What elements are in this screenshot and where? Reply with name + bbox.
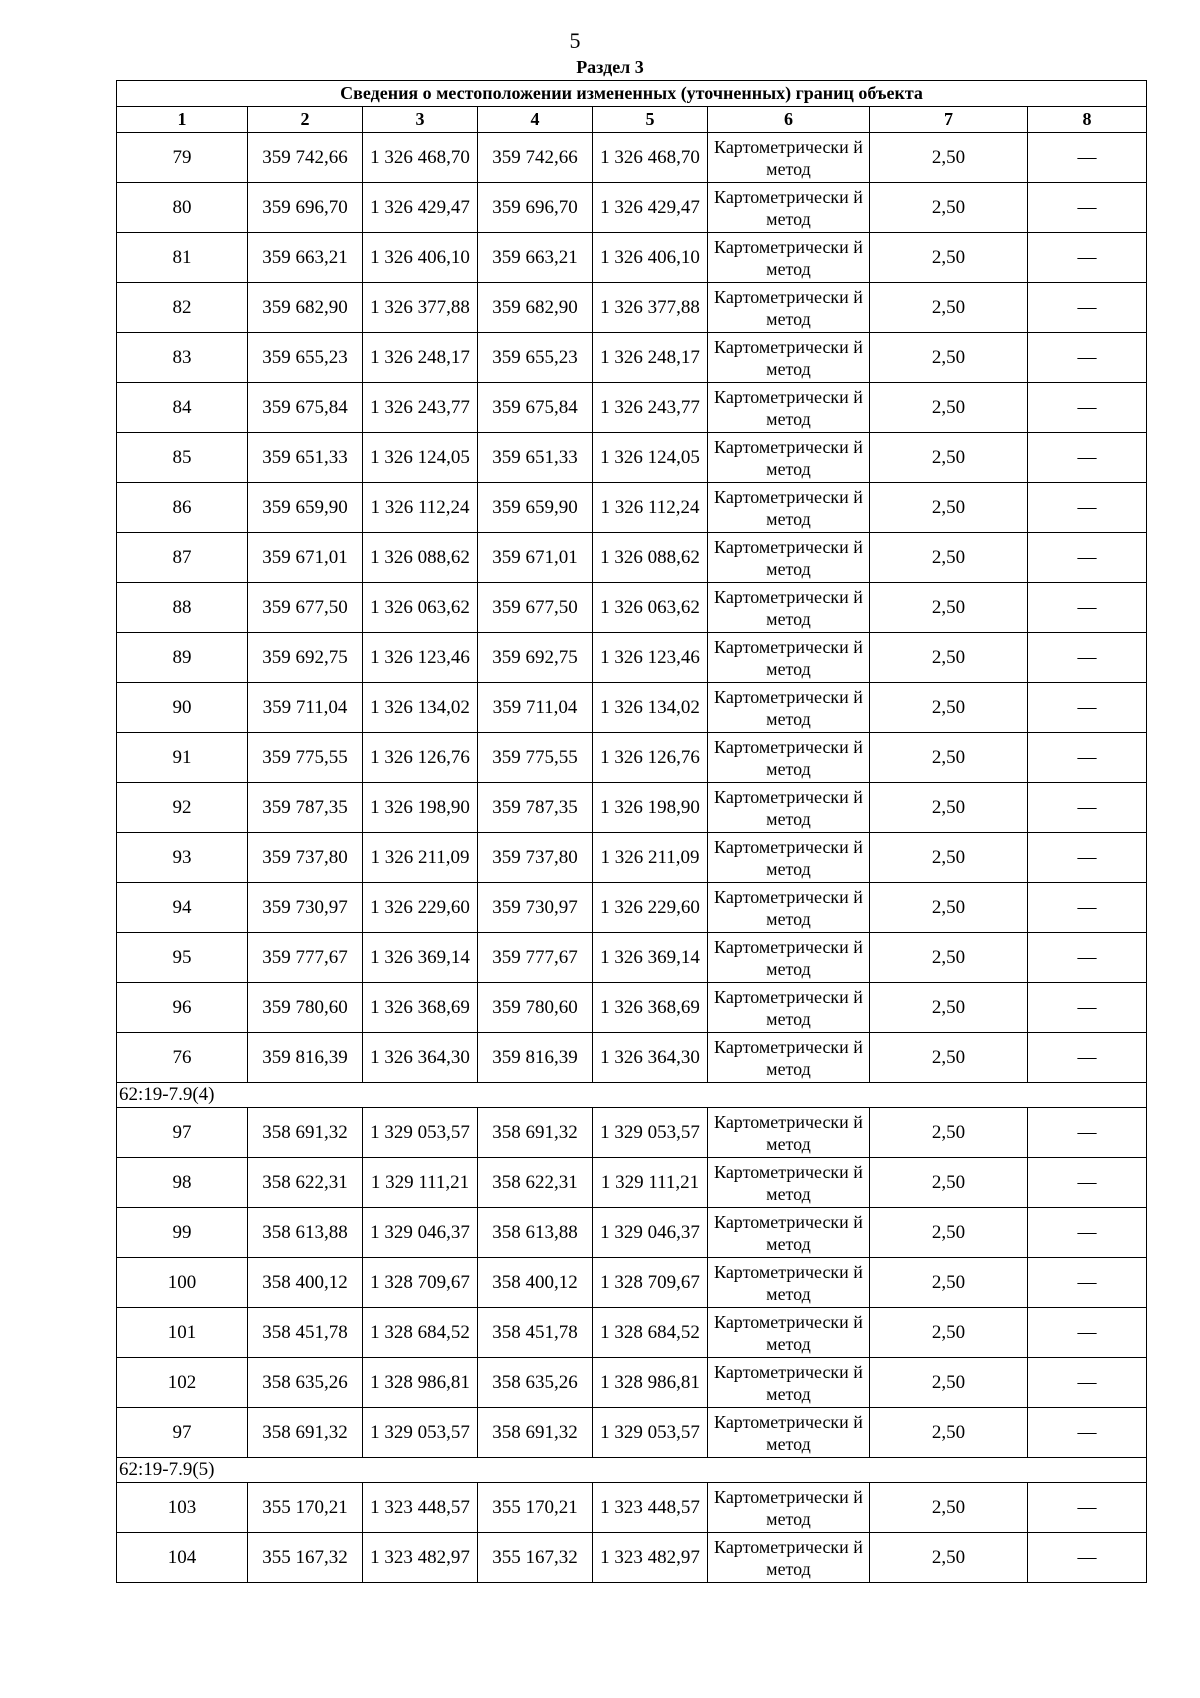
x-clarified-cell: 359 730,97: [478, 883, 593, 933]
method-cell: Картометрически й метод: [708, 783, 870, 833]
column-header: 5: [593, 107, 708, 133]
column-header: 1: [117, 107, 248, 133]
x-clarified-cell: 359 787,35: [478, 783, 593, 833]
y-coordinate-cell: 1 329 053,57: [363, 1108, 478, 1158]
y-coordinate-cell: 1 326 368,69: [363, 983, 478, 1033]
column-header: 4: [478, 107, 593, 133]
description-cell: —: [1028, 1358, 1147, 1408]
table-row: [117, 233, 1147, 283]
method-cell: Картометрически й метод: [708, 983, 870, 1033]
description-cell: —: [1028, 783, 1147, 833]
y-clarified-cell: 1 326 248,17: [593, 333, 708, 383]
x-clarified-cell: 359 659,90: [478, 483, 593, 533]
table-row: [117, 283, 1147, 333]
y-clarified-cell: 1 326 126,76: [593, 733, 708, 783]
y-coordinate-cell: 1 326 369,14: [363, 933, 478, 983]
y-clarified-cell: 1 326 364,30: [593, 1033, 708, 1083]
x-coordinate-cell: 359 663,21: [248, 233, 363, 283]
x-clarified-cell: 358 691,32: [478, 1108, 593, 1158]
y-clarified-cell: 1 328 684,52: [593, 1308, 708, 1358]
method-cell: Картометрически й метод: [708, 183, 870, 233]
accuracy-cell: 2,50: [870, 333, 1028, 383]
point-number-cell: 85: [117, 433, 248, 483]
y-coordinate-cell: 1 329 046,37: [363, 1208, 478, 1258]
table-row: [117, 833, 1147, 883]
contour-group-row: [117, 1458, 1147, 1483]
x-coordinate-cell: 358 622,31: [248, 1158, 363, 1208]
y-coordinate-cell: 1 326 134,02: [363, 683, 478, 733]
description-cell: —: [1028, 483, 1147, 533]
point-number-cell: 84: [117, 383, 248, 433]
y-coordinate-cell: 1 326 088,62: [363, 533, 478, 583]
y-clarified-cell: 1 328 709,67: [593, 1258, 708, 1308]
description-cell: —: [1028, 1033, 1147, 1083]
method-cell: Картометрически й метод: [708, 933, 870, 983]
point-number-cell: 104: [117, 1533, 248, 1583]
x-coordinate-cell: 358 635,26: [248, 1358, 363, 1408]
method-cell: Картометрически й метод: [708, 683, 870, 733]
table-row: [117, 583, 1147, 633]
x-clarified-cell: 358 635,26: [478, 1358, 593, 1408]
description-cell: —: [1028, 883, 1147, 933]
accuracy-cell: 2,50: [870, 183, 1028, 233]
method-cell: Картометрически й метод: [708, 383, 870, 433]
y-coordinate-cell: 1 323 448,57: [363, 1483, 478, 1533]
description-cell: —: [1028, 733, 1147, 783]
y-clarified-cell: 1 323 482,97: [593, 1533, 708, 1583]
method-cell: Картометрически й метод: [708, 1033, 870, 1083]
x-coordinate-cell: 355 170,21: [248, 1483, 363, 1533]
x-clarified-cell: 359 816,39: [478, 1033, 593, 1083]
column-header: 3: [363, 107, 478, 133]
y-coordinate-cell: 1 326 406,10: [363, 233, 478, 283]
method-cell: Картометрически й метод: [708, 1483, 870, 1533]
table-row: [117, 433, 1147, 483]
table-row: [117, 1108, 1147, 1158]
method-cell: Картометрически й метод: [708, 883, 870, 933]
method-cell: Картометрически й метод: [708, 483, 870, 533]
description-cell: —: [1028, 333, 1147, 383]
y-clarified-cell: 1 323 448,57: [593, 1483, 708, 1533]
method-cell: Картометрически й метод: [708, 1533, 870, 1583]
method-cell: Картометрически й метод: [708, 1258, 870, 1308]
y-coordinate-cell: 1 326 364,30: [363, 1033, 478, 1083]
x-coordinate-cell: 359 677,50: [248, 583, 363, 633]
y-clarified-cell: 1 329 053,57: [593, 1108, 708, 1158]
accuracy-cell: 2,50: [870, 983, 1028, 1033]
method-cell: Картометрически й метод: [708, 1208, 870, 1258]
contour-group-label: 62:19-7.9(5): [117, 1458, 1147, 1483]
table-row: [117, 383, 1147, 433]
description-cell: —: [1028, 133, 1147, 183]
point-number-cell: 95: [117, 933, 248, 983]
description-cell: —: [1028, 983, 1147, 1033]
x-clarified-cell: 359 780,60: [478, 983, 593, 1033]
description-cell: —: [1028, 283, 1147, 333]
point-number-cell: 86: [117, 483, 248, 533]
point-number-cell: 83: [117, 333, 248, 383]
table-row: [117, 683, 1147, 733]
x-clarified-cell: 355 167,32: [478, 1533, 593, 1583]
x-coordinate-cell: 358 691,32: [248, 1108, 363, 1158]
x-coordinate-cell: 358 613,88: [248, 1208, 363, 1258]
description-cell: —: [1028, 533, 1147, 583]
y-coordinate-cell: 1 326 123,46: [363, 633, 478, 683]
description-cell: —: [1028, 933, 1147, 983]
accuracy-cell: 2,50: [870, 383, 1028, 433]
accuracy-cell: 2,50: [870, 1308, 1028, 1358]
point-number-cell: 88: [117, 583, 248, 633]
description-cell: —: [1028, 1208, 1147, 1258]
table-row: [117, 1408, 1147, 1458]
description-cell: —: [1028, 383, 1147, 433]
x-coordinate-cell: 359 711,04: [248, 683, 363, 733]
y-coordinate-cell: 1 326 468,70: [363, 133, 478, 183]
x-clarified-cell: 359 671,01: [478, 533, 593, 583]
table-caption: Сведения о местоположении измененных (уточненных) границ объекта: [117, 81, 1147, 107]
point-number-cell: 102: [117, 1358, 248, 1408]
y-coordinate-cell: 1 326 229,60: [363, 883, 478, 933]
accuracy-cell: 2,50: [870, 1358, 1028, 1408]
y-coordinate-cell: 1 326 198,90: [363, 783, 478, 833]
method-cell: Картометрически й метод: [708, 283, 870, 333]
table-row: [117, 783, 1147, 833]
point-number-cell: 81: [117, 233, 248, 283]
x-clarified-cell: 359 742,66: [478, 133, 593, 183]
x-clarified-cell: 359 737,80: [478, 833, 593, 883]
x-coordinate-cell: 358 691,32: [248, 1408, 363, 1458]
x-coordinate-cell: 359 742,66: [248, 133, 363, 183]
description-cell: —: [1028, 1258, 1147, 1308]
y-clarified-cell: 1 326 468,70: [593, 133, 708, 183]
method-cell: Картометрически й метод: [708, 1158, 870, 1208]
table-row: [117, 133, 1147, 183]
description-cell: —: [1028, 233, 1147, 283]
accuracy-cell: 2,50: [870, 783, 1028, 833]
y-coordinate-cell: 1 326 243,77: [363, 383, 478, 433]
point-number-cell: 89: [117, 633, 248, 683]
y-coordinate-cell: 1 326 124,05: [363, 433, 478, 483]
table-row: [117, 1258, 1147, 1308]
table-row: [117, 733, 1147, 783]
point-number-cell: 79: [117, 133, 248, 183]
x-clarified-cell: 358 622,31: [478, 1158, 593, 1208]
accuracy-cell: 2,50: [870, 483, 1028, 533]
y-coordinate-cell: 1 329 111,21: [363, 1158, 478, 1208]
x-coordinate-cell: 359 692,75: [248, 633, 363, 683]
x-clarified-cell: 358 613,88: [478, 1208, 593, 1258]
x-clarified-cell: 359 663,21: [478, 233, 593, 283]
y-clarified-cell: 1 326 198,90: [593, 783, 708, 833]
accuracy-cell: 2,50: [870, 583, 1028, 633]
point-number-cell: 90: [117, 683, 248, 733]
method-cell: Картометрически й метод: [708, 1358, 870, 1408]
x-coordinate-cell: 359 787,35: [248, 783, 363, 833]
point-number-cell: 97: [117, 1408, 248, 1458]
method-cell: Картометрически й метод: [708, 333, 870, 383]
x-clarified-cell: 358 400,12: [478, 1258, 593, 1308]
point-number-cell: 92: [117, 783, 248, 833]
description-cell: —: [1028, 1408, 1147, 1458]
x-coordinate-cell: 359 675,84: [248, 383, 363, 433]
table-row: [117, 933, 1147, 983]
description-cell: —: [1028, 1108, 1147, 1158]
x-coordinate-cell: 359 780,60: [248, 983, 363, 1033]
accuracy-cell: 2,50: [870, 633, 1028, 683]
table-row: [117, 1033, 1147, 1083]
x-coordinate-cell: 359 671,01: [248, 533, 363, 583]
table-row: [117, 533, 1147, 583]
x-clarified-cell: 359 655,23: [478, 333, 593, 383]
x-coordinate-cell: 359 655,23: [248, 333, 363, 383]
point-number-cell: 101: [117, 1308, 248, 1358]
method-cell: Картометрически й метод: [708, 1108, 870, 1158]
accuracy-cell: 2,50: [870, 1158, 1028, 1208]
y-coordinate-cell: 1 328 986,81: [363, 1358, 478, 1408]
method-cell: Картометрически й метод: [708, 833, 870, 883]
column-header: 8: [1028, 107, 1147, 133]
table-row: [117, 483, 1147, 533]
x-clarified-cell: 359 682,90: [478, 283, 593, 333]
y-clarified-cell: 1 329 053,57: [593, 1408, 708, 1458]
point-number-cell: 80: [117, 183, 248, 233]
y-clarified-cell: 1 326 211,09: [593, 833, 708, 883]
description-cell: —: [1028, 683, 1147, 733]
y-clarified-cell: 1 326 123,46: [593, 633, 708, 683]
x-clarified-cell: 359 651,33: [478, 433, 593, 483]
column-header-row: [117, 107, 1147, 133]
column-header: 6: [708, 107, 870, 133]
description-cell: —: [1028, 183, 1147, 233]
description-cell: —: [1028, 433, 1147, 483]
x-coordinate-cell: 359 696,70: [248, 183, 363, 233]
y-clarified-cell: 1 326 377,88: [593, 283, 708, 333]
table-row: [117, 183, 1147, 233]
y-clarified-cell: 1 326 406,10: [593, 233, 708, 283]
table-row: [117, 983, 1147, 1033]
x-clarified-cell: 359 777,67: [478, 933, 593, 983]
table-row: [117, 883, 1147, 933]
contour-group-row: [117, 1083, 1147, 1108]
point-number-cell: 94: [117, 883, 248, 933]
section-title: Раздел 3: [576, 57, 644, 77]
y-coordinate-cell: 1 323 482,97: [363, 1533, 478, 1583]
table-row: [117, 1358, 1147, 1408]
accuracy-cell: 2,50: [870, 733, 1028, 783]
point-number-cell: 82: [117, 283, 248, 333]
x-clarified-cell: 358 451,78: [478, 1308, 593, 1358]
y-clarified-cell: 1 326 229,60: [593, 883, 708, 933]
x-coordinate-cell: 359 737,80: [248, 833, 363, 883]
x-coordinate-cell: 359 682,90: [248, 283, 363, 333]
accuracy-cell: 2,50: [870, 283, 1028, 333]
point-number-cell: 96: [117, 983, 248, 1033]
description-cell: —: [1028, 1308, 1147, 1358]
description-cell: —: [1028, 633, 1147, 683]
y-coordinate-cell: 1 329 053,57: [363, 1408, 478, 1458]
method-cell: Картометрически й метод: [708, 533, 870, 583]
accuracy-cell: 2,50: [870, 1108, 1028, 1158]
y-clarified-cell: 1 326 063,62: [593, 583, 708, 633]
y-clarified-cell: 1 326 134,02: [593, 683, 708, 733]
x-clarified-cell: 355 170,21: [478, 1483, 593, 1533]
boundary-coordinates-table: [116, 80, 1147, 1583]
description-cell: —: [1028, 1158, 1147, 1208]
accuracy-cell: 2,50: [870, 133, 1028, 183]
x-coordinate-cell: 359 659,90: [248, 483, 363, 533]
x-coordinate-cell: 359 816,39: [248, 1033, 363, 1083]
x-coordinate-cell: 359 730,97: [248, 883, 363, 933]
table-row: [117, 333, 1147, 383]
x-coordinate-cell: 359 777,67: [248, 933, 363, 983]
accuracy-cell: 2,50: [870, 833, 1028, 883]
point-number-cell: 93: [117, 833, 248, 883]
contour-group-label: 62:19-7.9(4): [117, 1083, 1147, 1108]
method-cell: Картометрически й метод: [708, 1308, 870, 1358]
x-coordinate-cell: 355 167,32: [248, 1533, 363, 1583]
accuracy-cell: 2,50: [870, 1408, 1028, 1458]
y-clarified-cell: 1 329 111,21: [593, 1158, 708, 1208]
method-cell: Картометрически й метод: [708, 633, 870, 683]
accuracy-cell: 2,50: [870, 1208, 1028, 1258]
y-coordinate-cell: 1 328 684,52: [363, 1308, 478, 1358]
y-coordinate-cell: 1 328 709,67: [363, 1258, 478, 1308]
table-row: [117, 1308, 1147, 1358]
x-clarified-cell: 359 677,50: [478, 583, 593, 633]
point-number-cell: 103: [117, 1483, 248, 1533]
accuracy-cell: 2,50: [870, 533, 1028, 583]
point-number-cell: 97: [117, 1108, 248, 1158]
accuracy-cell: 2,50: [870, 933, 1028, 983]
y-coordinate-cell: 1 326 211,09: [363, 833, 478, 883]
point-number-cell: 99: [117, 1208, 248, 1258]
point-number-cell: 100: [117, 1258, 248, 1308]
description-cell: —: [1028, 1533, 1147, 1583]
description-cell: —: [1028, 833, 1147, 883]
y-coordinate-cell: 1 326 429,47: [363, 183, 478, 233]
accuracy-cell: 2,50: [870, 1483, 1028, 1533]
table-row: [117, 1158, 1147, 1208]
point-number-cell: 87: [117, 533, 248, 583]
x-clarified-cell: 358 691,32: [478, 1408, 593, 1458]
point-number-cell: 98: [117, 1158, 248, 1208]
point-number-cell: 91: [117, 733, 248, 783]
method-cell: Картометрически й метод: [708, 233, 870, 283]
x-clarified-cell: 359 696,70: [478, 183, 593, 233]
accuracy-cell: 2,50: [870, 1258, 1028, 1308]
accuracy-cell: 2,50: [870, 883, 1028, 933]
column-header: 7: [870, 107, 1028, 133]
y-clarified-cell: 1 326 124,05: [593, 433, 708, 483]
x-coordinate-cell: 358 400,12: [248, 1258, 363, 1308]
column-header: 2: [248, 107, 363, 133]
table-row: [117, 1208, 1147, 1258]
y-clarified-cell: 1 326 088,62: [593, 533, 708, 583]
method-cell: Картометрически й метод: [708, 1408, 870, 1458]
x-clarified-cell: 359 692,75: [478, 633, 593, 683]
x-clarified-cell: 359 675,84: [478, 383, 593, 433]
y-clarified-cell: 1 326 243,77: [593, 383, 708, 433]
y-clarified-cell: 1 329 046,37: [593, 1208, 708, 1258]
y-clarified-cell: 1 326 368,69: [593, 983, 708, 1033]
description-cell: —: [1028, 1483, 1147, 1533]
x-coordinate-cell: 358 451,78: [248, 1308, 363, 1358]
accuracy-cell: 2,50: [870, 433, 1028, 483]
method-cell: Картометрически й метод: [708, 733, 870, 783]
method-cell: Картометрически й метод: [708, 133, 870, 183]
y-clarified-cell: 1 326 369,14: [593, 933, 708, 983]
table-row: [117, 1533, 1147, 1583]
accuracy-cell: 2,50: [870, 233, 1028, 283]
page-number: 5: [569, 28, 581, 53]
table-row: [117, 633, 1147, 683]
y-clarified-cell: 1 326 429,47: [593, 183, 708, 233]
y-clarified-cell: 1 328 986,81: [593, 1358, 708, 1408]
description-cell: —: [1028, 583, 1147, 633]
accuracy-cell: 2,50: [870, 1533, 1028, 1583]
y-coordinate-cell: 1 326 248,17: [363, 333, 478, 383]
y-coordinate-cell: 1 326 377,88: [363, 283, 478, 333]
y-coordinate-cell: 1 326 063,62: [363, 583, 478, 633]
method-cell: Картометрически й метод: [708, 433, 870, 483]
x-clarified-cell: 359 775,55: [478, 733, 593, 783]
y-coordinate-cell: 1 326 112,24: [363, 483, 478, 533]
accuracy-cell: 2,50: [870, 683, 1028, 733]
method-cell: Картометрически й метод: [708, 583, 870, 633]
y-coordinate-cell: 1 326 126,76: [363, 733, 478, 783]
table-row: [117, 1483, 1147, 1533]
accuracy-cell: 2,50: [870, 1033, 1028, 1083]
point-number-cell: 76: [117, 1033, 248, 1083]
x-coordinate-cell: 359 651,33: [248, 433, 363, 483]
y-clarified-cell: 1 326 112,24: [593, 483, 708, 533]
x-clarified-cell: 359 711,04: [478, 683, 593, 733]
x-coordinate-cell: 359 775,55: [248, 733, 363, 783]
